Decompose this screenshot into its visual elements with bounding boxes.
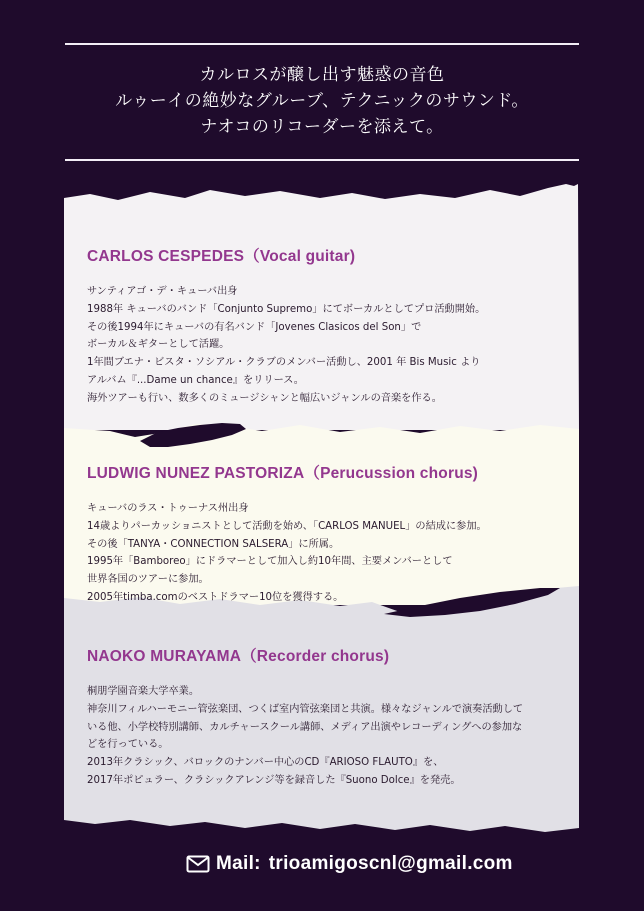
tagline-line-1: カルロスが醸し出す魅惑の音色 xyxy=(199,65,445,85)
member-naoko xyxy=(87,644,587,790)
bio-line: 2005年timba.comのベストドラマー10位を獲得する。 xyxy=(87,591,344,603)
bio-line: ボーカル＆ギターとして活躍。 xyxy=(87,339,230,351)
bio-line: 海外ツアーも行い、数多くのミュージシャンと幅広いジャンルの音楽を作る。 xyxy=(87,392,442,404)
bio-line: 神奈川フィルハーモニー管弦楽団、つくば室内管弦楽団と共演。様々なジャンルで演奏活動して xyxy=(87,703,524,715)
bio-line: その後「TANYA・CONNECTION SALSERA」に所属。 xyxy=(87,538,340,550)
member-carlos xyxy=(87,244,587,408)
bio-line: アルバム『...Dame un chance』をリリース。 xyxy=(87,374,304,386)
tagline-line-3: ナオコのリコーダーを添えて。 xyxy=(200,117,444,137)
bio-line: キューバのラス・トゥーナス州出身 xyxy=(87,503,249,514)
bio-line: 世界各国のツアーに参加。 xyxy=(87,574,209,586)
tagline-line-2: ルゥーイの絶妙なグルーブ、テクニックのサウンド。 xyxy=(115,91,529,111)
mail-icon xyxy=(186,855,210,873)
member-bio xyxy=(87,683,587,790)
member-ludwig xyxy=(87,461,587,607)
bio-line: その後1994年にキューバの有名バンド「Jovenes Clasicos del Son」で xyxy=(87,321,422,333)
bio-line: 2017年ポピュラー、クラシックアレンジ等を録音した『Suono Dolce』を発売。 xyxy=(87,774,461,786)
bio-line: どを行っている。 xyxy=(87,739,169,751)
bio-line: サンティアゴ・デ・キューバ出身 xyxy=(87,286,238,297)
member-bio xyxy=(87,500,587,607)
member-name: CARLOS CESPEDES（Vocal guitar) xyxy=(87,248,356,265)
bio-line: 1988年 キューバのバンド「Conjunto Supremo」にてボーカルとしてプロ活動開始。 xyxy=(87,303,486,315)
contact-footer xyxy=(186,851,513,877)
bio-line: 14歳よりパーカッショニストとして活動を始め、「CARLOS MANUEL」の結成に参加。 xyxy=(87,520,487,532)
member-name: LUDWIG NUNEZ PASTORIZA（Perucussion chorus) xyxy=(87,465,479,482)
member-name: NAOKO MURAYAMA（Recorder chorus) xyxy=(87,648,390,665)
bio-line: いる他、小学校特別講師、カルチャースクール講師、メディア出演やレコーディングへの参加な xyxy=(87,721,523,733)
mail-label: Mail: xyxy=(216,853,261,874)
bio-line: 1995年「Bamboreo」にドラマーとして加入し約10年間、主要メンバーとして xyxy=(87,556,453,568)
bio-line: 1年間ブエナ・ビスタ・ソシアル・クラブのメンバー活動し、2001 年 Bis Music より xyxy=(87,357,481,369)
bio-line: 2013年クラシック、バロックのナンバー中心のCD『ARIOSO FLAUTO』を、 xyxy=(87,757,444,769)
email-link[interactable]: trioamigoscnl@gmail.com xyxy=(268,853,513,874)
bio-line: 桐朋学園音楽大学卒業。 xyxy=(87,686,200,697)
member-bio xyxy=(87,283,587,408)
